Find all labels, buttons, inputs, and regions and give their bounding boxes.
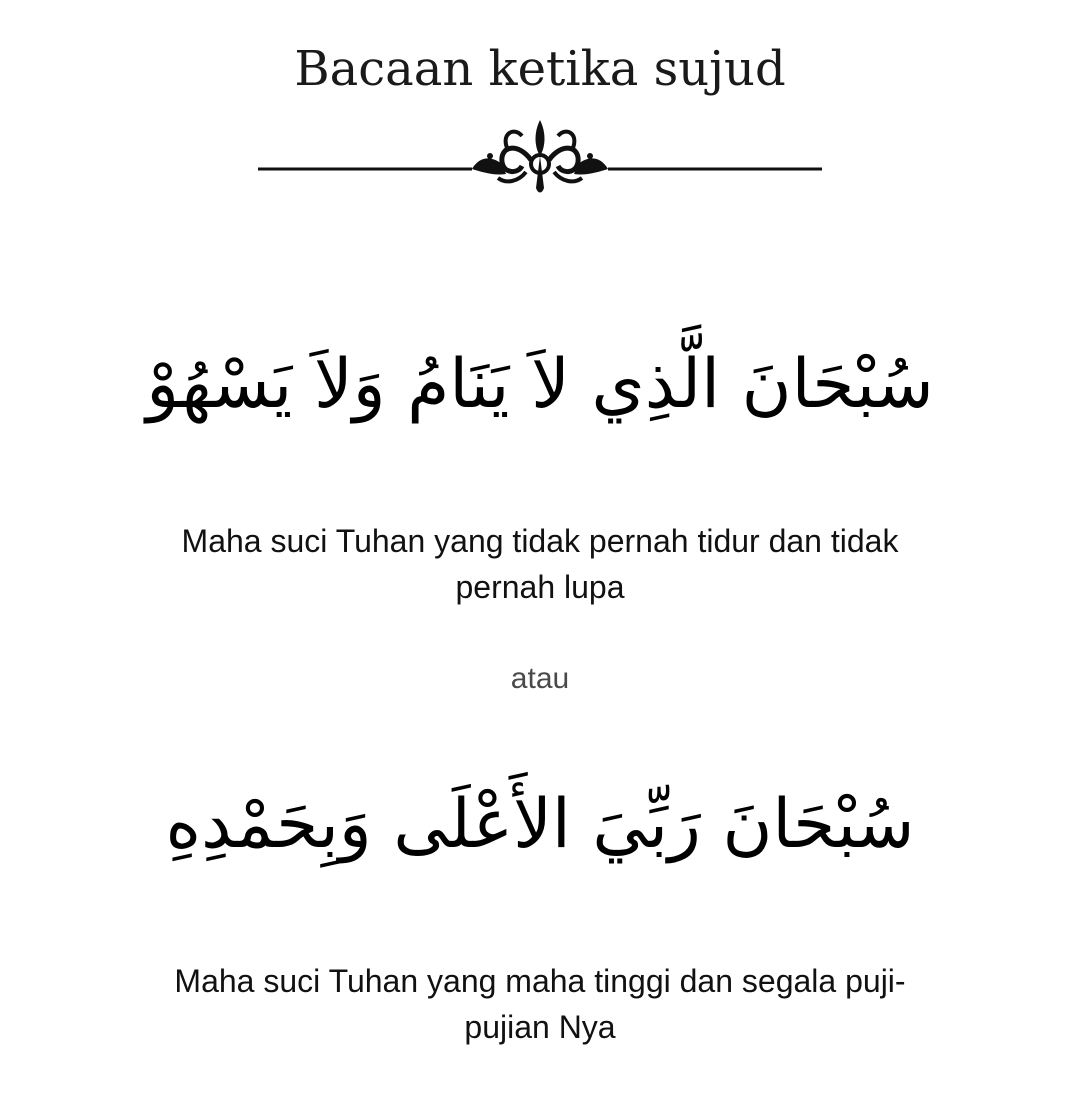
ornamental-divider-icon	[250, 112, 830, 202]
arabic-prayer-text: سُبْحَانَ رَبِّيَ الأَعْلَى وَبِحَمْدِهِ	[165, 785, 915, 864]
page-title: Bacaan ketika sujud	[294, 41, 786, 97]
alternative-separator: atau	[510, 662, 570, 695]
arabic-prayer-text: سُبْحَانَ الَّذِي لاَ يَنَامُ وَلاَ يَسْهُوْ	[146, 345, 934, 424]
translation-text: Maha suci Tuhan yang tidak pernah tidur dan tidak pernah lupa	[181, 523, 899, 605]
translation-text: Maha suci Tuhan yang maha tinggi dan segala puji-pujian Nya	[174, 963, 906, 1045]
